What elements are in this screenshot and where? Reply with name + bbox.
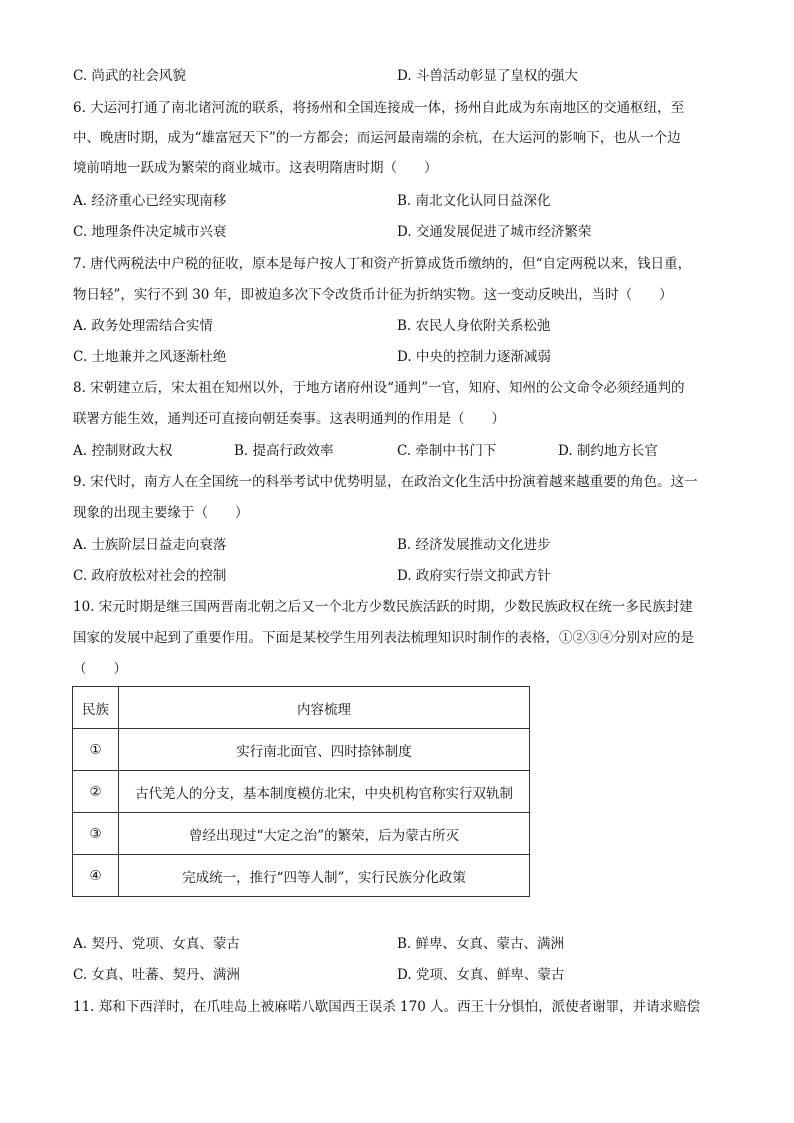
q10-stem-line-3: （ ） xyxy=(73,661,127,677)
q10-option-b: B. 鲜卑、女真、蒙古、满洲 xyxy=(397,936,565,952)
table-header-ethnic: 民族 xyxy=(73,687,119,729)
q8-option-a: A. 控制财政大权 xyxy=(73,443,173,459)
table-header-content: 内容梳理 xyxy=(119,687,530,729)
q10-option-a: A. 契丹、党项、女真、蒙古 xyxy=(73,936,240,952)
q6-stem-line-3: 境前哨地一跃成为繁荣的商业城市。这表明隋唐时期（ ） xyxy=(73,160,438,176)
table-cell-marker: ③ xyxy=(73,813,119,855)
q8-option-d: D. 制约地方长官 xyxy=(558,443,658,459)
q6-option-b: B. 南北文化认同日益深化 xyxy=(397,193,551,209)
q9-option-a: A. 士族阶层日益走向衰落 xyxy=(73,537,227,553)
q10-stem-line-2: 国家的发展中起到了重要作用。下面是某校学生用列表法梳理知识时制作的表格，①②③④分别对应的是 xyxy=(73,630,694,646)
table-cell-content: 古代羌人的分支，基本制度模仿北宋，中央机构官称实行双轨制 xyxy=(119,771,530,813)
table-row xyxy=(73,813,530,855)
q6-option-c: C. 地理条件决定城市兴衰 xyxy=(73,224,227,240)
q11-stem-line-1: 11. 郑和下西洋时，在爪哇岛上被麻喏八歇国西王误杀 170 人。西王十分惧怕，派使者谢罪，并请求赔偿 xyxy=(73,999,701,1015)
q6-stem-line-2: 中、晚唐时期，成为“雄富冠天下”的一方都会；而运河最南端的余杭，在大运河的影响下，也从一个边 xyxy=(73,130,681,146)
table-header-row xyxy=(73,687,530,729)
q9-option-b: B. 经济发展推动文化进步 xyxy=(397,537,551,553)
q8-option-b: B. 提高行政效率 xyxy=(234,443,334,459)
q10-stem-line-1: 10. 宋元时期是继三国两晋南北朝之后又一个北方少数民族活跃的时期，少数民族政权在统一多民族封建 xyxy=(73,599,693,615)
q6-option-d: D. 交通发展促进了城市经济繁荣 xyxy=(397,224,592,240)
q7-option-b: B. 农民人身依附关系松弛 xyxy=(397,318,551,334)
q9-option-c: C. 政府放松对社会的控制 xyxy=(73,568,227,584)
q9-stem-line-1: 9. 宋代时，南方人在全国统一的科举考试中优势明显，在政治文化生活中扮演着越来越重要的角色。这一 xyxy=(73,474,698,490)
q7-stem-line-2: 物日轻”，实行不到 30 年，即被迫多次下令改货币计征为折纳实物。这一变动反映出，当时（ ） xyxy=(73,287,673,303)
q9-option-d: D. 政府实行崇文抑武方针 xyxy=(397,568,551,584)
table-row xyxy=(73,855,530,897)
q6-stem-line-1: 6. 大运河打通了南北诸河流的联系，将扬州和全国连接成一体，扬州自此成为东南地区的交通枢纽，至 xyxy=(73,100,685,116)
table-cell-content: 曾经出现过“大定之治”的繁荣，后为蒙古所灭 xyxy=(119,813,530,855)
q7-option-c: C. 土地兼并之风逐渐杜绝 xyxy=(73,349,227,365)
q7-option-a: A. 政务处理需结合实情 xyxy=(73,318,213,334)
q9-stem-line-2: 现象的出现主要缘于（ ） xyxy=(73,505,249,521)
q6-option-a: A. 经济重心已经实现南移 xyxy=(73,193,227,209)
q5-option-d: D. 斗兽活动彰显了皇权的强大 xyxy=(397,68,578,84)
table-cell-content: 完成统一，推行“四等人制”，实行民族分化政策 xyxy=(119,855,530,897)
q7-option-d: D. 中央的控制力逐渐减弱 xyxy=(397,349,551,365)
ethnic-groups-table xyxy=(72,686,530,897)
table-cell-content: 实行南北面官、四时捺钵制度 xyxy=(119,729,530,771)
q10-option-d: D. 党项、女真、鲜卑、蒙古 xyxy=(397,967,565,983)
table-row xyxy=(73,729,530,771)
table-cell-marker: ① xyxy=(73,729,119,771)
q8-stem-line-2: 联署方能生效，通判还可直接向朝廷奏事。这表明通判的作用是（ ） xyxy=(73,411,505,427)
q7-stem-line-1: 7. 唐代两税法中户税的征收，原本是每户按人丁和资产折算成货币缴纳的，但“自定两税以来，钱日重， xyxy=(73,256,692,272)
table-cell-marker: ② xyxy=(73,771,119,813)
table-cell-marker: ④ xyxy=(73,855,119,897)
q8-option-c: C. 牵制中书门下 xyxy=(397,443,497,459)
table-row xyxy=(73,771,530,813)
q8-stem-line-1: 8. 宋朝建立后，宋太祖在知州以外，于地方诸府州设“通判”一官，知府、知州的公文命令必须经通判的 xyxy=(73,380,685,396)
q5-option-c: C. 尚武的社会风貌 xyxy=(73,68,186,84)
q10-option-c: C. 女真、吐蕃、契丹、满洲 xyxy=(73,967,240,983)
